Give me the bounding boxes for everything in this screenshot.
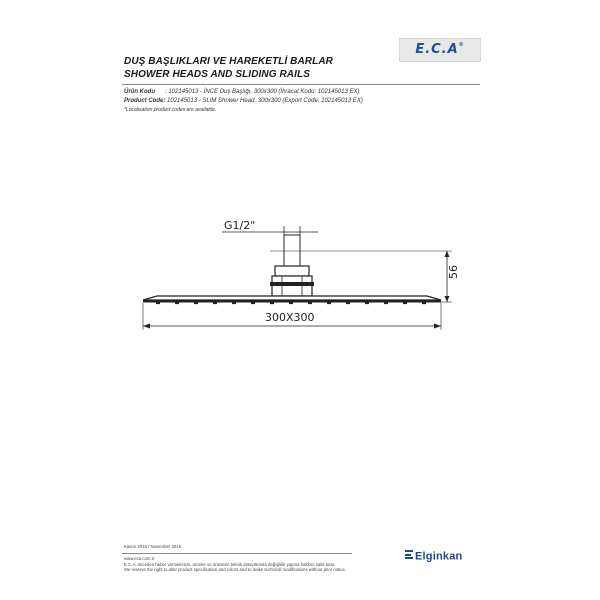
width-arrow-left: [143, 324, 150, 329]
nozzle: [422, 303, 426, 305]
nozzle: [232, 303, 236, 305]
product-code-label-tr: Ürün Kodu: [124, 89, 155, 95]
footer-note-en: We reserve the right to alter product specification and colors and to make technical modifications without prior notice.: [124, 567, 347, 572]
product-code-value-tr: : 102145013 - İNCE Duş Başlığı, 300x300 (İhracat Kodu: 102145013 EX): [165, 89, 360, 95]
title-english: SHOWER HEADS AND SLIDING RAILS: [124, 69, 310, 80]
nozzle: [251, 303, 255, 305]
eca-logo-letters: E.C.A: [415, 42, 459, 57]
nozzle: [346, 303, 350, 305]
shower-plate: [143, 300, 441, 303]
width-dimension-label: 300X300: [265, 311, 315, 324]
nut-band: [270, 282, 314, 286]
elginkan-logo-text: Elginkan: [415, 550, 463, 563]
elginkan-mark-icon: [405, 550, 413, 561]
footer-date: Kasım 2015 / November 2015: [124, 544, 182, 549]
height-arrow-bottom: [445, 296, 450, 302]
product-code-label-en: Product Code:: [124, 98, 166, 104]
nozzle: [384, 303, 388, 305]
nozzle: [194, 303, 198, 305]
thread-dimension-label: G1/2": [224, 219, 256, 232]
localisation-note: *Localisation product codes are available.: [124, 107, 217, 113]
eca-logo-registered: ®: [458, 42, 465, 48]
footer-note-tr: E.C.A. önceden haber vermeksizin, ürünler ve ürünlerin teknik detaylarında değişiklik yapma hakkını saklı tutar.: [124, 562, 336, 567]
nozzle: [365, 303, 369, 305]
nozzle: [308, 303, 312, 305]
height-dimension-label: 56: [447, 265, 460, 279]
nozzle-row: [156, 303, 426, 305]
nozzle: [156, 303, 160, 305]
nozzle: [213, 303, 217, 305]
title-turkish: DUŞ BAŞLIKLARI VE HAREKETLİ BARLAR: [124, 56, 333, 67]
nozzle: [289, 303, 293, 305]
hex-nut-upper: [275, 266, 309, 276]
footer-website[interactable]: www.eca.com.tr: [124, 556, 155, 561]
product-code-value-en: 102145013 - SLIM Shower Head, 300x300 (Export Code: 102145013 EX): [167, 98, 363, 104]
nozzle: [327, 303, 331, 305]
footer-divider: [122, 553, 352, 554]
connector-pipe: [284, 235, 300, 266]
width-arrow-right: [434, 324, 441, 329]
nozzle: [270, 303, 274, 305]
nozzle: [175, 303, 179, 305]
elginkan-logo: [405, 550, 462, 563]
nozzle: [403, 303, 407, 305]
height-arrow-top: [445, 251, 450, 257]
shower-plate-top: [143, 296, 441, 300]
